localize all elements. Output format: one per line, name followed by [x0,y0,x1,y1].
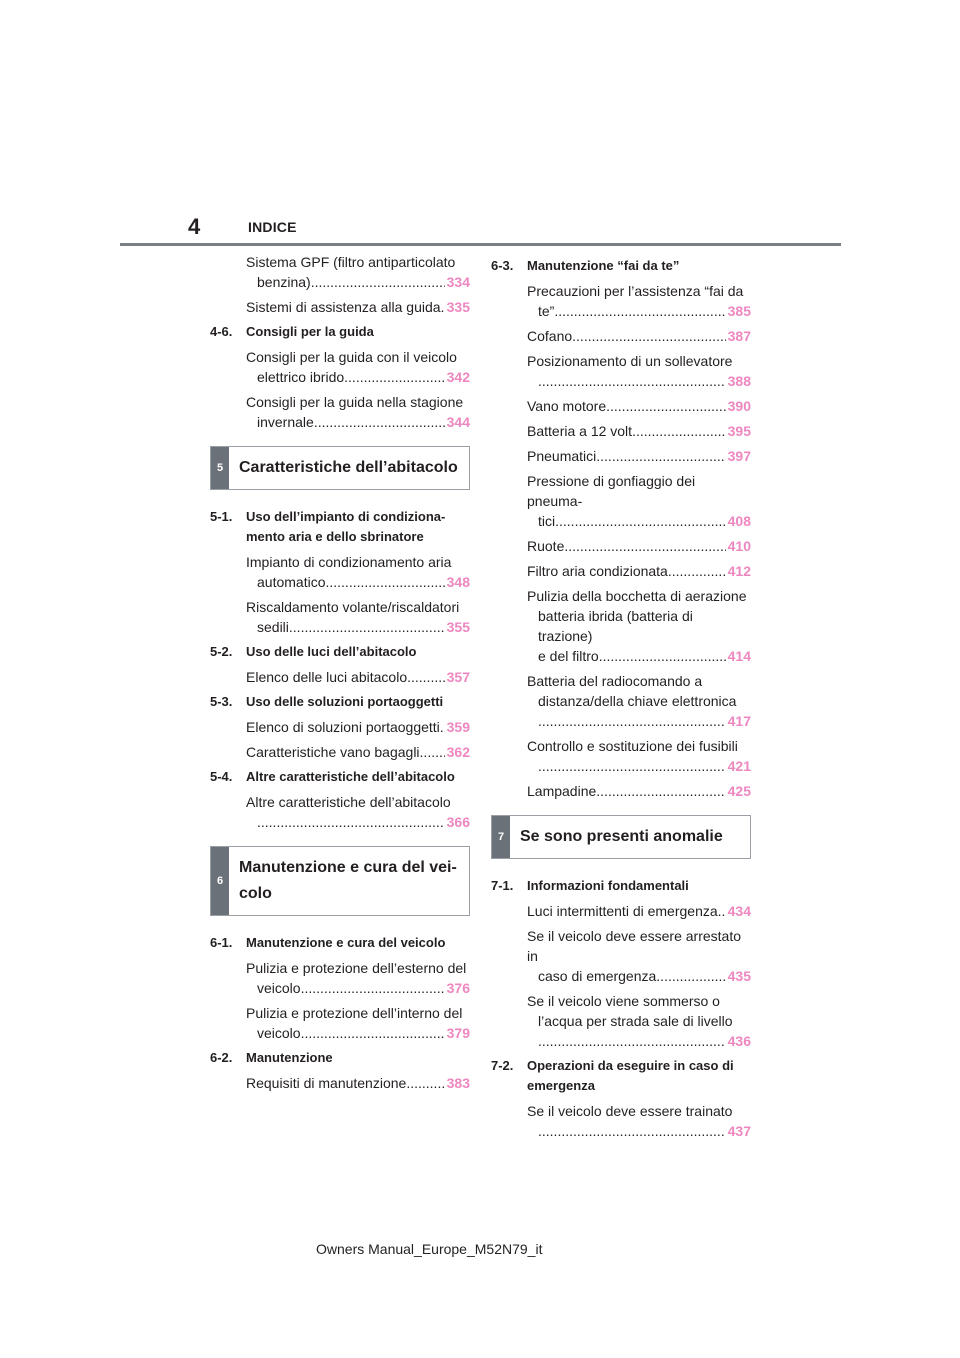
toc-entry-text: Luci intermittenti di emergenza [527,903,718,919]
page-link[interactable]: 410 [727,538,751,554]
toc-entry-text: Requisiti di manutenzione [246,1075,407,1091]
toc-entry[interactable] [210,392,470,432]
toc-group [210,1073,470,1093]
toc-entry-text: distanza/della chiave elettronica [538,693,737,709]
toc-entry[interactable] [210,252,470,292]
toc-entry[interactable] [491,736,751,776]
toc-entry-leader-line [246,297,470,317]
chapter-number: 5 [211,447,229,489]
section-title-cont: mento aria e dello sbrinatore [246,529,424,544]
toc-entry-text: Controllo e sostituzione dei fusibili [527,738,738,754]
chapter-heading[interactable] [210,446,470,490]
toc-entry[interactable] [210,792,470,832]
section-number: 6-3. [491,258,514,273]
dot-leader [406,1073,444,1093]
dot-leader [301,1023,445,1043]
page-link[interactable]: 335 [446,299,470,315]
toc-entry[interactable] [491,1101,751,1141]
page-link[interactable]: 344 [446,414,470,430]
toc-entry[interactable] [491,781,751,801]
toc-entry-text: te” [538,303,555,319]
section-number: 7-2. [491,1058,514,1073]
dot-leader [718,901,726,921]
dot-leader [325,572,444,592]
page-link[interactable]: 342 [446,369,470,385]
header-rule [120,243,841,246]
toc-entry-leader-line [246,572,470,592]
toc-entry-text: Vano motore [527,398,607,414]
dot-leader [420,742,445,762]
section-heading [210,767,470,787]
footer-text: Owners Manual_Europe_M52N79_it [316,1241,543,1257]
page-link[interactable]: 359 [446,719,470,735]
toc-group [491,281,751,801]
toc-entry-text: invernale [257,414,314,430]
toc-entry-text: Batteria a 12 volt [527,423,633,439]
page-link[interactable]: 376 [446,980,470,996]
toc-group [210,717,470,762]
toc-entry[interactable] [491,901,751,921]
section-title: Uso dell’impianto di condiziona- [246,509,446,524]
dot-leader [564,536,725,556]
toc-entry-text: Batteria del radiocomando a [527,673,703,689]
left-column [210,252,470,1098]
chapter-title [229,847,469,915]
toc-entry[interactable] [491,561,751,581]
section-heading [210,507,470,547]
toc-entry-text: Impianto di condizionamento aria [246,554,452,570]
chapter-title: Se sono presenti anomalie [520,828,723,845]
toc-entry-leader-line [246,1073,470,1093]
toc-entry-text: caso di emergenza [538,968,657,984]
toc-group [210,667,470,687]
page-link[interactable]: 436 [727,1033,751,1049]
toc-entry-text: Consigli per la guida nella stagione [246,394,464,410]
dot-leader [289,617,445,637]
toc-entry-leader-line [527,901,751,921]
toc-entry-leader-line [246,978,470,998]
toc-entry-text: elettrico ibrido [257,369,345,385]
section-title-cont: emergenza [527,1078,595,1093]
toc-entry-leader-line [527,781,751,801]
section-heading [491,1056,751,1096]
toc-entry-text: Caratteristiche vano bagagli [246,744,420,760]
toc-entry-text: benzina) [257,274,311,290]
toc-entry-text: Lampadine [527,783,597,799]
toc-entry-text: Riscaldamento volante/riscaldatori [246,599,460,615]
section-title: Consigli per la guida [246,324,374,339]
section-title: Uso delle luci dell’abitacolo [246,644,417,659]
toc-entry-leader-line [527,646,751,666]
dot-leader [301,978,445,998]
section-title: Altre caratteristiche dell’abitacolo [246,769,455,784]
toc-entry-text: Elenco delle luci abitacolo [246,669,408,685]
page-link[interactable]: 412 [727,563,751,579]
page-link[interactable]: 357 [446,669,470,685]
section-number: 7-1. [491,878,514,893]
toc-entry-text: veicolo [257,1025,301,1041]
page-link[interactable]: 408 [727,513,751,529]
section-number: 5-2. [210,644,233,659]
right-column [491,252,751,1146]
section-title: Manutenzione [246,1050,333,1065]
section-heading [210,642,470,662]
toc-entry-leader-line [527,756,751,776]
toc-entry-leader-line [527,511,751,531]
dot-leader [596,446,725,466]
section-heading [491,876,751,896]
toc-entry-leader-line [527,396,751,416]
dot-leader [554,301,725,321]
dot-leader [257,812,445,832]
toc-group [210,958,470,1043]
toc-entry-text: Consigli per la guida con il veicolo [246,349,457,365]
dot-leader [632,421,726,441]
dot-leader [311,272,445,292]
toc-entry-leader-line [246,412,470,432]
dot-leader [656,966,725,986]
page-link[interactable]: 421 [727,758,751,774]
toc-entry-text: Posizionamento di un sollevatore [527,353,733,369]
toc-entry-text: Se il veicolo deve essere arrestato in [527,928,741,964]
toc-entry-text: tici [538,513,556,529]
toc-group [210,252,470,317]
dot-leader [344,367,444,387]
toc-group [491,901,751,1051]
toc-entry[interactable] [491,396,751,416]
dot-leader [538,371,726,391]
chapter-number: 6 [211,847,229,915]
toc-entry-text: Pneumatici [527,448,597,464]
section-title: Manutenzione e cura del veicolo [246,935,446,950]
toc-entry-text: Se il veicolo viene sommerso o [527,993,720,1009]
toc-entry-leader-line [527,371,751,391]
section-heading [210,322,470,342]
page-link[interactable]: 379 [446,1025,470,1041]
toc-entry-leader-line [527,711,751,731]
page-link[interactable]: 366 [446,814,470,830]
dot-leader [596,781,725,801]
toc-entry[interactable] [210,347,470,387]
section-title: Manutenzione “fai da te” [527,258,680,273]
toc-entry-leader-line [246,617,470,637]
toc-entry-leader-line [527,421,751,441]
toc-entry[interactable] [210,297,470,317]
page-link[interactable]: 397 [727,448,751,464]
toc-entry-leader-line [527,301,751,321]
page-link[interactable]: 385 [727,303,751,319]
toc-entry-text: Altre caratteristiche dell’abitacolo [246,794,451,810]
toc-entry-text: batteria ibrida (batteria di trazione) [538,608,693,644]
section-number: 5-1. [210,509,233,524]
page-link[interactable]: 334 [446,274,470,290]
toc-entry[interactable] [491,991,751,1051]
toc-entry-text: Pulizia e protezione dell’esterno del [246,960,467,976]
toc-entry-leader-line [246,1023,470,1043]
toc-entry-leader-line [246,717,470,737]
chapter-number: 7 [492,816,510,858]
section-number: 6-1. [210,935,233,950]
toc-entry-text: Elenco di soluzioni portaoggetti [246,719,440,735]
dot-leader [668,561,726,581]
toc-entry-leader-line [246,812,470,832]
section-heading [210,933,470,953]
toc-entry-leader-line [527,536,751,556]
toc-entry-text: Pressione di gonfiaggio dei pneuma- [527,473,696,509]
dot-leader [314,412,445,432]
dot-leader [538,711,726,731]
page-link[interactable]: 414 [727,648,751,664]
toc-entry[interactable] [210,1073,470,1093]
section-title: Informazioni fondamentali [527,878,689,893]
toc-entry-text: veicolo [257,980,301,996]
toc-entry[interactable] [210,717,470,737]
dot-leader [599,646,726,666]
toc-entry-text: Sistemi di assistenza alla guida [246,299,441,315]
toc-entry[interactable] [491,671,751,731]
toc-entry[interactable] [491,586,751,666]
section-heading [210,1048,470,1068]
chapter-title: Caratteristiche dell’abitacolo [239,459,458,476]
page-link[interactable]: 434 [727,903,751,919]
toc-entry-leader-line [527,446,751,466]
toc-entry-leader-line [246,742,470,762]
toc-entry-leader-line [527,966,751,986]
page-link[interactable]: 435 [727,968,751,984]
section-heading [491,256,751,276]
page-link[interactable]: 425 [727,783,751,799]
page-link[interactable]: 390 [727,398,751,414]
toc-entry-leader-line [527,1031,751,1051]
toc-entry[interactable] [210,958,470,998]
toc-entry-text: Filtro aria condizionata [527,563,668,579]
dot-leader [407,667,445,687]
toc-entry[interactable] [210,597,470,637]
page-link[interactable]: 395 [727,423,751,439]
page-number: 4 [188,214,201,239]
dot-leader [572,326,725,346]
toc-entry-text: Se il veicolo deve essere trainato [527,1103,733,1119]
toc-entry[interactable] [491,326,751,346]
chapter-title-line: colo [239,885,272,902]
toc-entry[interactable] [210,742,470,762]
toc-group [210,792,470,832]
dot-leader [555,511,726,531]
toc-group [491,1101,751,1141]
toc-entry-leader-line [246,367,470,387]
page-link[interactable]: 355 [446,619,470,635]
toc-entry-text: Sistema GPF (filtro antiparticolato [246,254,456,270]
dot-leader [538,756,726,776]
section-title: Operazioni da eseguire in caso di [527,1058,734,1073]
toc-entry-text: Cofano [527,328,573,344]
toc-entry-text: Pulizia della bocchetta di aerazione [527,588,747,604]
toc-entry-text: Pulizia e protezione dell’interno del [246,1005,463,1021]
toc-entry-text: automatico [257,574,326,590]
toc-entry[interactable] [491,926,751,986]
toc-entry-text: l’acqua per strada sale di livello [538,1013,733,1029]
toc-entry-text: Precauzioni per l’assistenza “fai da [527,283,744,299]
section-number: 6-2. [210,1050,233,1065]
page-link[interactable]: 383 [446,1075,470,1091]
toc-entry[interactable] [491,536,751,556]
dot-leader [538,1031,726,1051]
chapter-heading[interactable] [210,846,470,916]
toc-entry-text: Ruote [527,538,565,554]
section-heading [210,692,470,712]
header-title: INDICE [248,219,297,235]
toc-entry[interactable] [491,421,751,441]
toc-entry-text: sedili [257,619,289,635]
toc-entry[interactable] [210,667,470,687]
section-title: Uso delle soluzioni portaoggetti [246,694,444,709]
section-number: 5-3. [210,694,233,709]
toc-entry[interactable] [210,552,470,592]
toc-entry[interactable] [491,281,751,321]
toc-entry-leader-line [527,1121,751,1141]
chapter-title-line: Manutenzione e cura del vei- [239,859,457,876]
toc-entry-leader-line [527,326,751,346]
toc-entry-leader-line [527,561,751,581]
page-link[interactable]: 388 [727,373,751,389]
toc-entry[interactable] [491,471,751,531]
page-link[interactable]: 348 [446,574,470,590]
page-link[interactable]: 362 [446,744,470,760]
page-link[interactable]: 417 [727,713,751,729]
toc-entry[interactable] [491,351,751,391]
toc-entry-leader-line [246,272,470,292]
toc-group [210,347,470,432]
toc-entry[interactable] [491,446,751,466]
page-link[interactable]: 437 [727,1123,751,1139]
toc-entry[interactable] [210,1003,470,1043]
dot-leader [606,396,726,416]
section-number: 5-4. [210,769,233,784]
toc-entry-text: e del filtro [538,648,599,664]
toc-group [210,552,470,637]
toc-entry-leader-line [246,667,470,687]
section-number: 4-6. [210,324,233,339]
page-link[interactable]: 387 [727,328,751,344]
chapter-heading[interactable] [491,815,751,859]
dot-leader [538,1121,726,1141]
